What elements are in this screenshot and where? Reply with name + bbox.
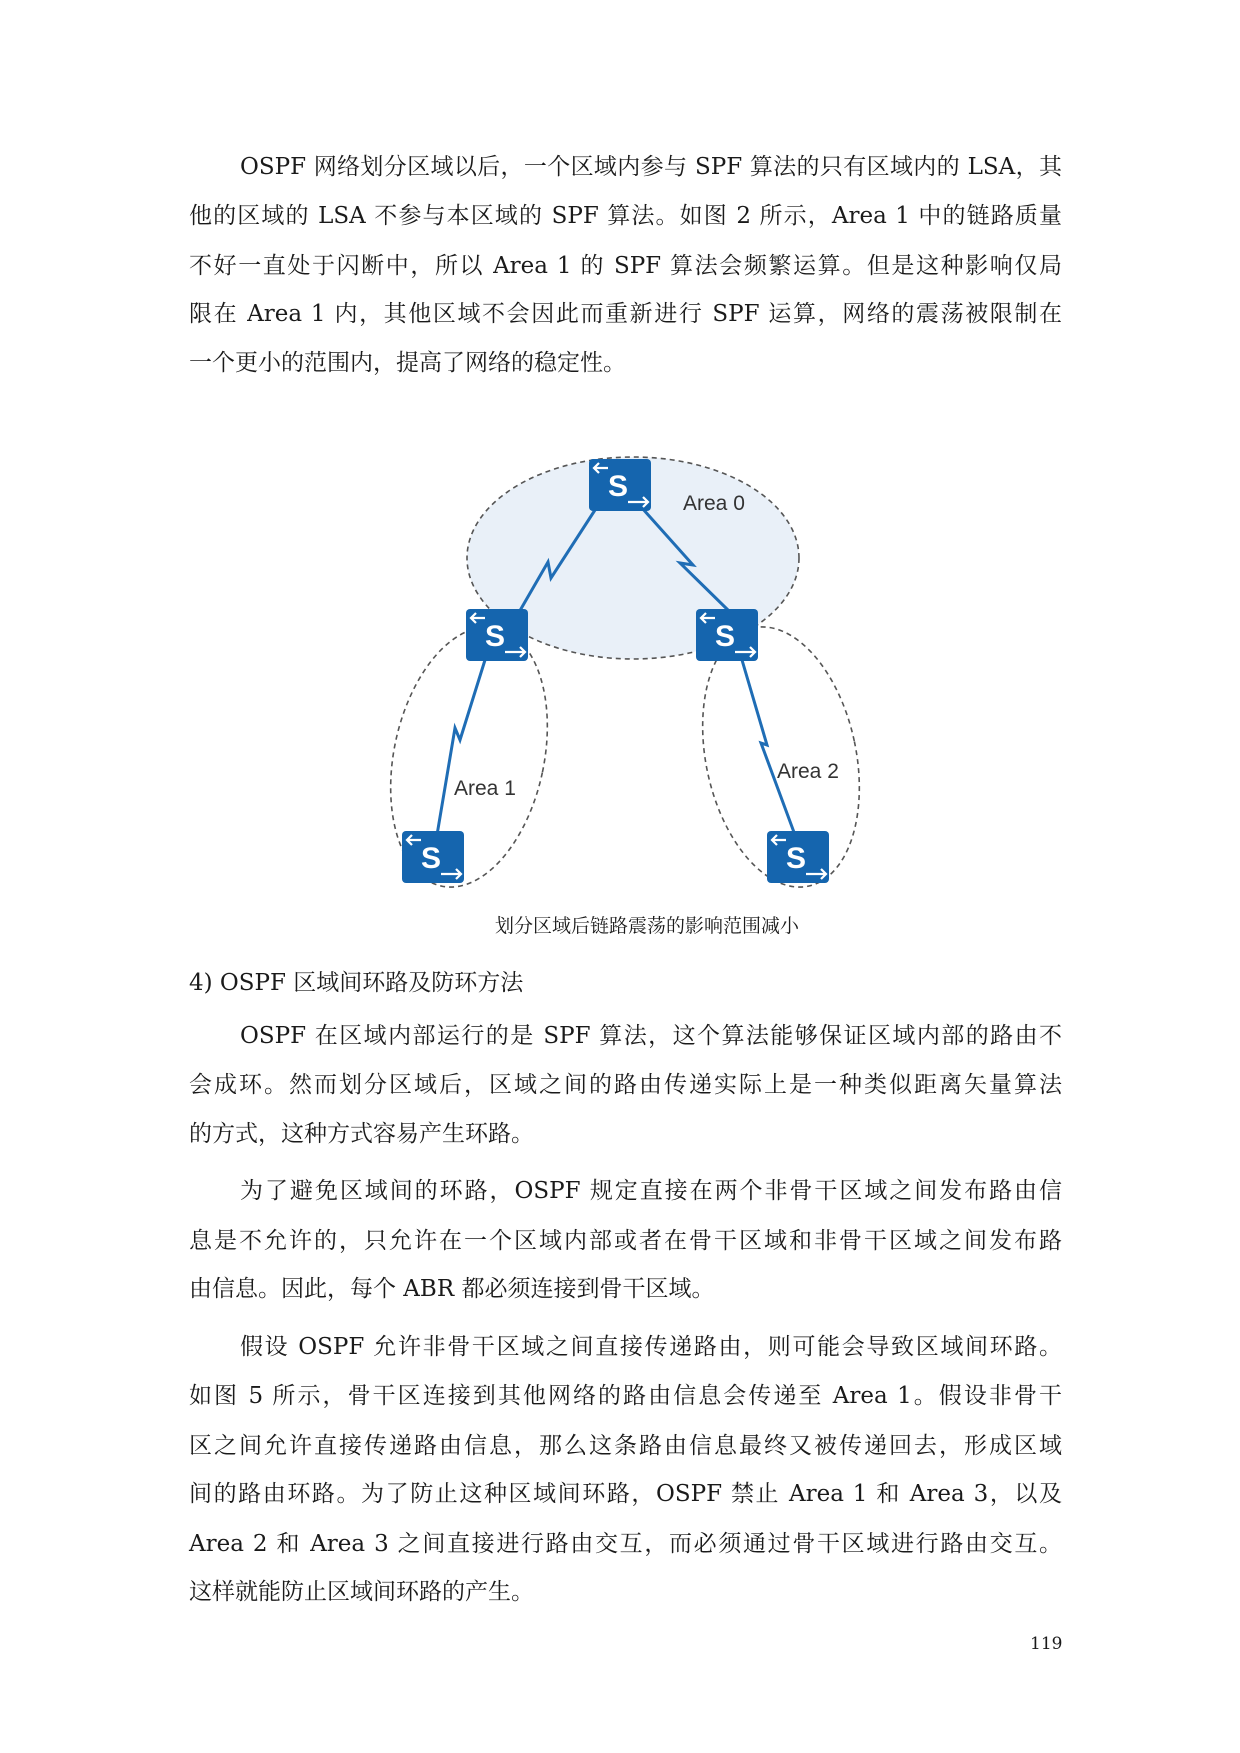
paragraph-4-line: 区之间允许直接传递路由信息，那么这条路由信息最终又被传递回去，形成区域 xyxy=(189,1433,1062,1459)
switch-area2-icon xyxy=(767,831,829,883)
paragraph-1-line: 他的区域的 LSA 不参与本区域的 SPF 算法。如图 2 所示，Area 1 中的链路质量 xyxy=(189,203,1062,229)
switch-label: S xyxy=(420,842,442,875)
switch-left-abr-icon xyxy=(466,609,528,661)
switch-top-icon xyxy=(589,459,651,511)
section-heading: 4) OSPF 区域间环路及防环方法 xyxy=(189,970,524,996)
paragraph-3-line: 息是不允许的，只允许在一个区域内部或者在骨干区域和非骨干区域之间发布路 xyxy=(189,1228,1062,1254)
switch-label: S xyxy=(714,620,736,653)
area1-label: Area 1 xyxy=(454,777,516,800)
paragraph-3-line: 为了避免区域间的环路，OSPF 规定直接在两个非骨干区域之间发布路由信 xyxy=(240,1178,1062,1204)
page-number: 119 xyxy=(1030,1634,1063,1654)
figure-caption: 划分区域后链路震荡的影响范围减小 xyxy=(494,915,799,937)
paragraph-4-line: 假设 OSPF 允许非骨干区域之间直接传递路由，则可能会导致区域间环路。 xyxy=(240,1334,1062,1360)
paragraph-1-line: 一个更小的范围内，提高了网络的稳定性。 xyxy=(189,350,626,376)
paragraph-2-line: 的方式，这种方式容易产生环路。 xyxy=(189,1121,534,1147)
paragraph-4-line: 如图 5 所示，骨干区连接到其他网络的路由信息会传递至 Area 1。假设非骨干 xyxy=(189,1383,1062,1409)
paragraph-2-line: 会成环。然而划分区域后，区域之间的路由传递实际上是一种类似距离矢量算法 xyxy=(189,1072,1062,1098)
switch-label: S xyxy=(484,620,506,653)
switch-label: S xyxy=(785,842,807,875)
paragraph-1-line: 限在 Area 1 内，其他区域不会因此而重新进行 SPF 运算，网络的震荡被限制在 xyxy=(189,301,1062,327)
paragraph-3-line: 由信息。因此，每个 ABR 都必须连接到骨干区域。 xyxy=(189,1276,715,1302)
link-right-bottom xyxy=(742,660,795,835)
paragraph-4-line: 间的路由环路。为了防止这种区域间环路，OSPF 禁止 Area 1 和 Area 3，以及 xyxy=(189,1481,1062,1507)
area2-label: Area 2 xyxy=(777,760,839,783)
paragraph-4-line: 这样就能防止区域间环路的产生。 xyxy=(189,1579,534,1605)
switch-label: S xyxy=(607,470,629,503)
paragraph-4-line: Area 2 和 Area 3 之间直接进行路由交互，而必须通过骨干区域进行路由交互。 xyxy=(189,1531,1062,1557)
paragraph-1-line: OSPF 网络划分区域以后，一个区域内参与 SPF 算法的只有区域内的 LSA，其 xyxy=(240,154,1062,180)
paragraph-2-line: OSPF 在区域内部运行的是 SPF 算法，这个算法能够保证区域内部的路由不 xyxy=(240,1023,1062,1049)
switch-right-abr-icon xyxy=(696,609,758,661)
switch-area1-icon xyxy=(402,831,464,883)
area0-label: Area 0 xyxy=(683,492,745,515)
paragraph-1-line: 不好一直处于闪断中，所以 Area 1 的 SPF 算法会频繁运算。但是这种影响仅局 xyxy=(189,253,1062,279)
link-left-bottom xyxy=(437,660,485,835)
